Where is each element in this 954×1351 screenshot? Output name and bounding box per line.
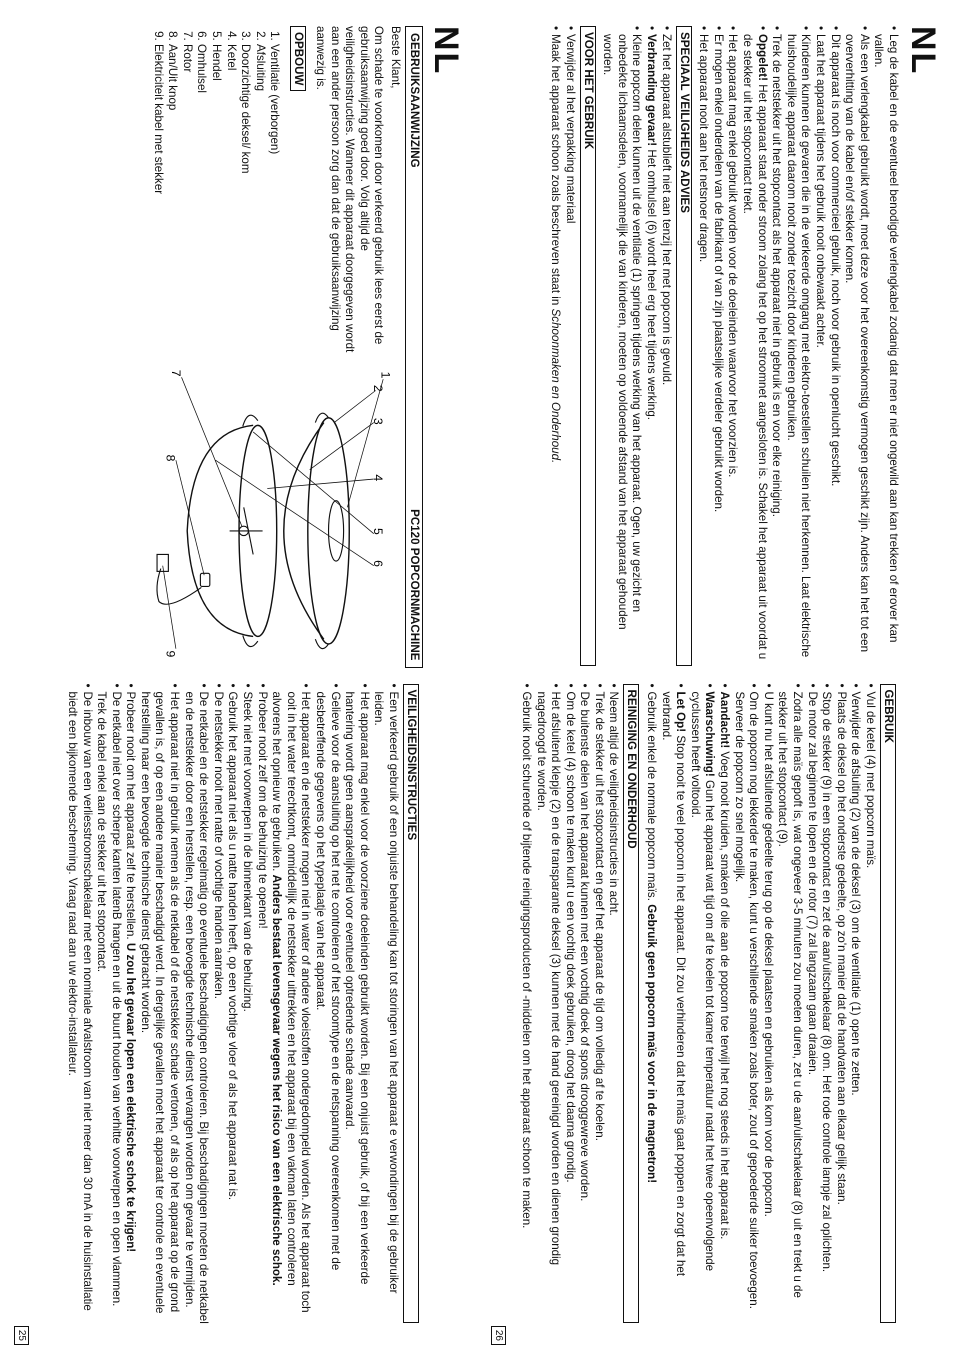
special-text: Het omhulsel (6) wordt heel erg heet tijdens werking.: [645, 149, 659, 421]
part-item: 9. Elektriciteit kabel met stekker: [150, 44, 165, 356]
before-use-reference: Schoonmaken en Onderhoud.: [549, 308, 563, 464]
safety-list: [64, 684, 400, 1326]
diagram-label-9: 9: [163, 650, 178, 658]
manual-title-bar: [405, 26, 423, 668]
safety-warning: Opgelet!: [755, 34, 769, 82]
section-heading-safety: VEILIGHEIDSINSTRUCTIES: [403, 684, 419, 1324]
use-item: [658, 684, 687, 1326]
cleaning-item: • Om de ketel (4) schoon te maken kunt u een vochtig doek gebruiken, droog het daarna grondig.: [562, 684, 577, 1326]
diagram-label-8: 8: [163, 454, 178, 462]
safety-item: [123, 684, 138, 1326]
manual-title: GEBRUIKSAANWIJZING: [408, 33, 421, 168]
use-item: • De motor zal beginnen te lopen en de rotor (7) zal langzaam gaan draaien.: [804, 684, 819, 1326]
safety-item: [269, 684, 313, 1326]
safety-item: [739, 26, 768, 668]
special-item: [644, 26, 659, 668]
diagram-label-6: 6: [370, 560, 385, 567]
diagram-label-7: 7: [169, 369, 184, 377]
part-item: 8. Aan/Uit knop: [165, 44, 180, 356]
intro-text: Om schade te voorkomen door verkeerd gebruik lees eerst de gebruiksaanwijzing goed door. Volg altijd de veiligheidsinstructies. Wanneer dit apparaat doorgegeven wordt aan een ander persoon zorg dan dat de gebruiksaanwijzing aanwezig is.: [314, 26, 386, 353]
safety-item: • Het apparaat niet in gebruik nemen als de netkabel of de netstekker schade vertonen, of als op het apparaat op de grond gevallen is, of op een andere manier beschadigd werd. In dergelijke gevallen moet het apparaat ter controle en eventuele herstelling naar een bevoegde technische dienst gebracht worden.: [137, 684, 181, 1326]
safety-item: • De inbouw van een verliesstroomschakelaar met een nominale afvalstroom van niet meer dan 30 mA in de huisinstallatie biedt een bijkomende bescherming. Vraag raad aan uw elektro-installateur.: [64, 684, 93, 1326]
diagram-label-2: 2: [370, 384, 385, 392]
safety-item: • Kinderen kunnen de gevaren die in de verkeerde omgang met elektro-toestellen schuilen niet herkennen. Laat elektrische huishoudelijke apparaat daarom nooit zonder toezicht door kinderen gebruiken.: [783, 26, 812, 668]
safety-item: • Als een verlengkabel gebruikt wordt, moet deze voor het overeenkomstig vermogen geschikt zijn. Anders kan het tot een oververhitting van de kabel en/of stekker komen.: [842, 26, 871, 668]
model-title: PC120 POPCORNMACHINE: [408, 509, 421, 661]
before-use-item: • Verwijder al het verpakking materiaal: [562, 26, 577, 668]
cleaning-item: • Trek de stekker uit het stopcontact en geef het apparaat de tijd om volledig af te koelen.: [591, 684, 606, 1326]
right-column-1: [502, 26, 900, 668]
page-26: [477, 0, 954, 1351]
safety-warning: U zou het gevaar lopen een elektrische schok te krijgen!: [124, 942, 138, 1253]
safety-item: • Trek de netstekker uit het stopcontact als het apparaat niet in gebruik is en voor elke reiniging.: [769, 26, 784, 668]
before-use-list: [548, 26, 577, 668]
use-item: • Vul de ketel (4) met popcorn maïs.: [862, 684, 877, 1326]
use-text: Gun het apparaat wat tijd om af te koelen tot kamer temperatuur nadat het twee opeenvolgende cyclussen heeft voltooid.: [688, 691, 717, 1272]
left-column-1: [25, 26, 423, 668]
safety-text: Probeer nooit om het apparaat zelf te herstellen.: [124, 691, 138, 940]
use-item: • Stop de stekker (9) in een stopcontact en zet de aan/uitschakelaar (8) om. Het rode controle lampje zal oplichten.: [819, 684, 834, 1326]
page-number: 26: [491, 1326, 506, 1345]
use-text: Gebruik enkel de normale popcorn maïs.: [645, 691, 659, 901]
safety-item: • Laat het apparaat tijdens het gebruik nooit onbewaakt achter.: [812, 26, 827, 668]
salutation: Beste Klant,: [389, 26, 402, 89]
use-item: • Verwijder de afsluiting (2) van de deksel (3) om de ventilatie (1) open te zetten.: [848, 684, 863, 1326]
page-number: 25: [14, 1326, 29, 1345]
page-header: [423, 26, 463, 1325]
cleaning-item: • Neem altijd de veiligheidsinstructies in acht.: [606, 684, 621, 1326]
section-heading-before-use: VOOR HET GEBRUIK: [580, 26, 596, 666]
part-item: 1. Ventilatie (verborgen): [267, 44, 282, 356]
cleaning-item: • De buitenste delen van het apparaat kunnen met een vochtig doek of spons drooggewreve worden.: [577, 684, 592, 1326]
safety-item: • Er mogen enkel onderdelen van de fabrikant of van zijn plaatselijke verdeler gebruikt worden.: [710, 26, 725, 668]
popcorn-machine-diagram: [142, 366, 402, 668]
diagram-label-3: 3: [370, 417, 385, 425]
use-item: • Zodra alle maïs gepoft is, wat ongeveer 3-5 minuten zou moeten duren, zet u de aan/uitschakelaar (8) uit en trekt u de stekker uit het stopcontact (9).: [775, 684, 804, 1326]
safety-item: • Het apparaat nooit aan het netsnoer dragen.: [696, 26, 711, 668]
safety-item: • Steek niet met voorwerpen in de binnenkant van de behuizing.: [239, 684, 254, 1326]
safety-text: Het apparaat staat onder stroom zolang het op het stroomnet aangesloten is. Schakel het apparaat uit voordat u de stekker uit het stopcontact trekt.: [741, 34, 769, 660]
special-list: [600, 26, 673, 668]
parts-list: [150, 26, 281, 356]
safety-item: • De netkabel en de netstekker regelmatig op eventuele beschadigingen controleren. Bij beschadigingen moeten de netkabel en de netstekker door een herstellen, resp. een bevoegde technische dienst vervangen worden om gevaar te vermijden.: [181, 684, 210, 1326]
left-column-2: [25, 684, 423, 1326]
safety-item: • Het apparaat mag enkel voor de voorziene doeleinden gebruikt worden. Bij een onjuist gebruik, of bij een verkeerde hantering wordt geen aansprakelijkheid voor eventueel optredende schade aanvaard.: [342, 684, 371, 1326]
cleaning-item: • Het afsluitend klepje (2) en de transparante deksel (3) kunnen met de hand gereinigd worden en dienen grondig nagedroogd te worden.: [533, 684, 562, 1326]
use-list: [644, 684, 878, 1326]
safety-item: • Probeer nooit zelf om de behuizing te openen!: [254, 684, 269, 1326]
language-tag: NL: [427, 26, 465, 76]
safety-item: • Dit apparaat is noch voor commercieel gebruik, noch voor gebruik in openlucht geschikt.: [827, 26, 842, 668]
use-warning: Let Op!: [674, 691, 688, 733]
safety-item: • Leg de kabel en de eventueel benodigde verlengkabel zodanig dat men er niet ongewild aan kan trekken of erover kan vallen.: [871, 26, 900, 668]
use-item: [716, 684, 731, 1326]
section-heading-special: SPECIAAL VEILIGHEIDS ADVIES: [676, 26, 692, 666]
diagram-label-1: 1: [378, 371, 393, 379]
part-item: 7. Rotor: [179, 44, 194, 356]
part-item: 6. Omhulsel: [194, 44, 209, 356]
right-column-2: [502, 684, 900, 1326]
use-warning: Aandacht!: [718, 691, 732, 749]
section-heading-use: GEBRUIK: [880, 684, 896, 1324]
use-warning: Gebruik geen popcorn maïs voor in de magnetron!: [645, 904, 659, 1184]
part-item: 2. Afsluiting: [252, 44, 267, 356]
use-item: [687, 684, 716, 1326]
use-text: Stop nooit te veel popcorn in het apparaat. Dit zou verhinderen dat het maïs gaat poppen en zorgt dat het verbrand.: [659, 691, 688, 1277]
safety-continued-list: [696, 26, 900, 668]
cleaning-item: • Gebruik nooit schurende of bijtende reinigingsproducten of -middelen om het apparaat schoon te maken.: [518, 684, 533, 1326]
safety-item: • De netkabel niet over scherpe kanten latenB hangen en uit de buurt houden van verhitte voorwerpen en open vlammen. Trek de kabel enkel aan de stekker uit het stopcontact.: [94, 684, 123, 1326]
diagram-label-5: 5: [370, 528, 385, 535]
use-item: • Plaats de deksel op het onderste gedeelte, op zo'n manier dat de handvaten aan elkaar gelijk staan.: [833, 684, 848, 1326]
special-item: • Zet het apparaat alstublieft niet aan tenzij het met popcorn is gevuld.: [658, 26, 673, 668]
special-warning: Verbranding gevaar!: [645, 34, 659, 147]
safety-warning: Anders bestaat levensgevaar wegens het risico van een elektrische schok.: [270, 874, 284, 1286]
safety-item: • Gebruik het apparaat niet als u natte handen heeft, op een vochtige vloer of als het apparaat nat is.: [225, 684, 240, 1326]
use-item: [644, 684, 659, 1326]
safety-text: Het apparaat en de netstekker mogen niet in water of andere vloeistoffen ondergedompeld worden. Als het apparaat toch ooit in het water terechtkomt, onmiddellijk de netstekker uittrekken en het apparaat bij een vakman laten controleren alvorens het opnieuw te gebruiken.: [270, 691, 313, 1313]
use-warning: Waarschuwing!: [703, 691, 717, 777]
use-item: • U kunt nu het afsluitende gedeelte terug op de deksel plaatsen en gebruiken als kom voor de popcorn.: [760, 684, 775, 1326]
safety-item: • De netstekker nooit met natte of vochtige handen aanraken.: [210, 684, 225, 1326]
safety-item: • Het apparaat mag enkel gebruikt worden voor de doeleinden waarvoor het voorzien is.: [725, 26, 740, 668]
diagram-label-4: 4: [370, 474, 385, 482]
diagram-svg: [142, 366, 402, 668]
before-use-item: [548, 26, 563, 668]
language-tag: NL: [904, 26, 942, 76]
cleaning-list: [518, 684, 620, 1326]
page-header: [900, 26, 940, 1325]
use-item: • Om de popcorn nog lekkerder te maken, kunt u verschillende smaken zoals boter, zout of gepoederde suiker toevoegen. Serveer de popcorn zo snel mogelijk.: [731, 684, 760, 1326]
before-use-text: Maak het apparaat schoon zoals beschreven staat in: [549, 34, 563, 306]
section-heading-cleaning: REINIGING EN ONDERHOUD: [624, 684, 640, 1324]
use-text: Voeg nooit kruiden, smaken of olie aan de popcorn toe terwijl het nog steeds in het apparaat is.: [718, 751, 732, 1240]
safety-item: • Gelieve voor de aansluiting op het net te controleren of het stroomtype en de netspanning overeenkomen met de desbetreffende gegevens op het typeplaatje van het apparaat.: [312, 684, 341, 1326]
safety-item: • Een verkeerd gebruik of een onjuiste behandeling kan tot storingen van het apparaat e verwondingen bij de gebruiker leiden.: [371, 684, 400, 1326]
part-item: 4. Ketel: [223, 44, 238, 356]
section-heading-opbouw: OPBOUW: [290, 26, 306, 91]
special-item: • Kleine popcorn delen kunnen uit de ventilatie (1) springen tijdens werking van het apparaat. Ogen, uw gezicht en onbedekte lichaamsdelen, voornamelijk die van kinderen, moeten op voldoende afstand van het apparaat gehouden worden.: [600, 26, 644, 668]
part-item: 5. Hendel: [208, 44, 223, 356]
part-item: 3. Doorzichtige deksel/ kom: [238, 44, 253, 356]
